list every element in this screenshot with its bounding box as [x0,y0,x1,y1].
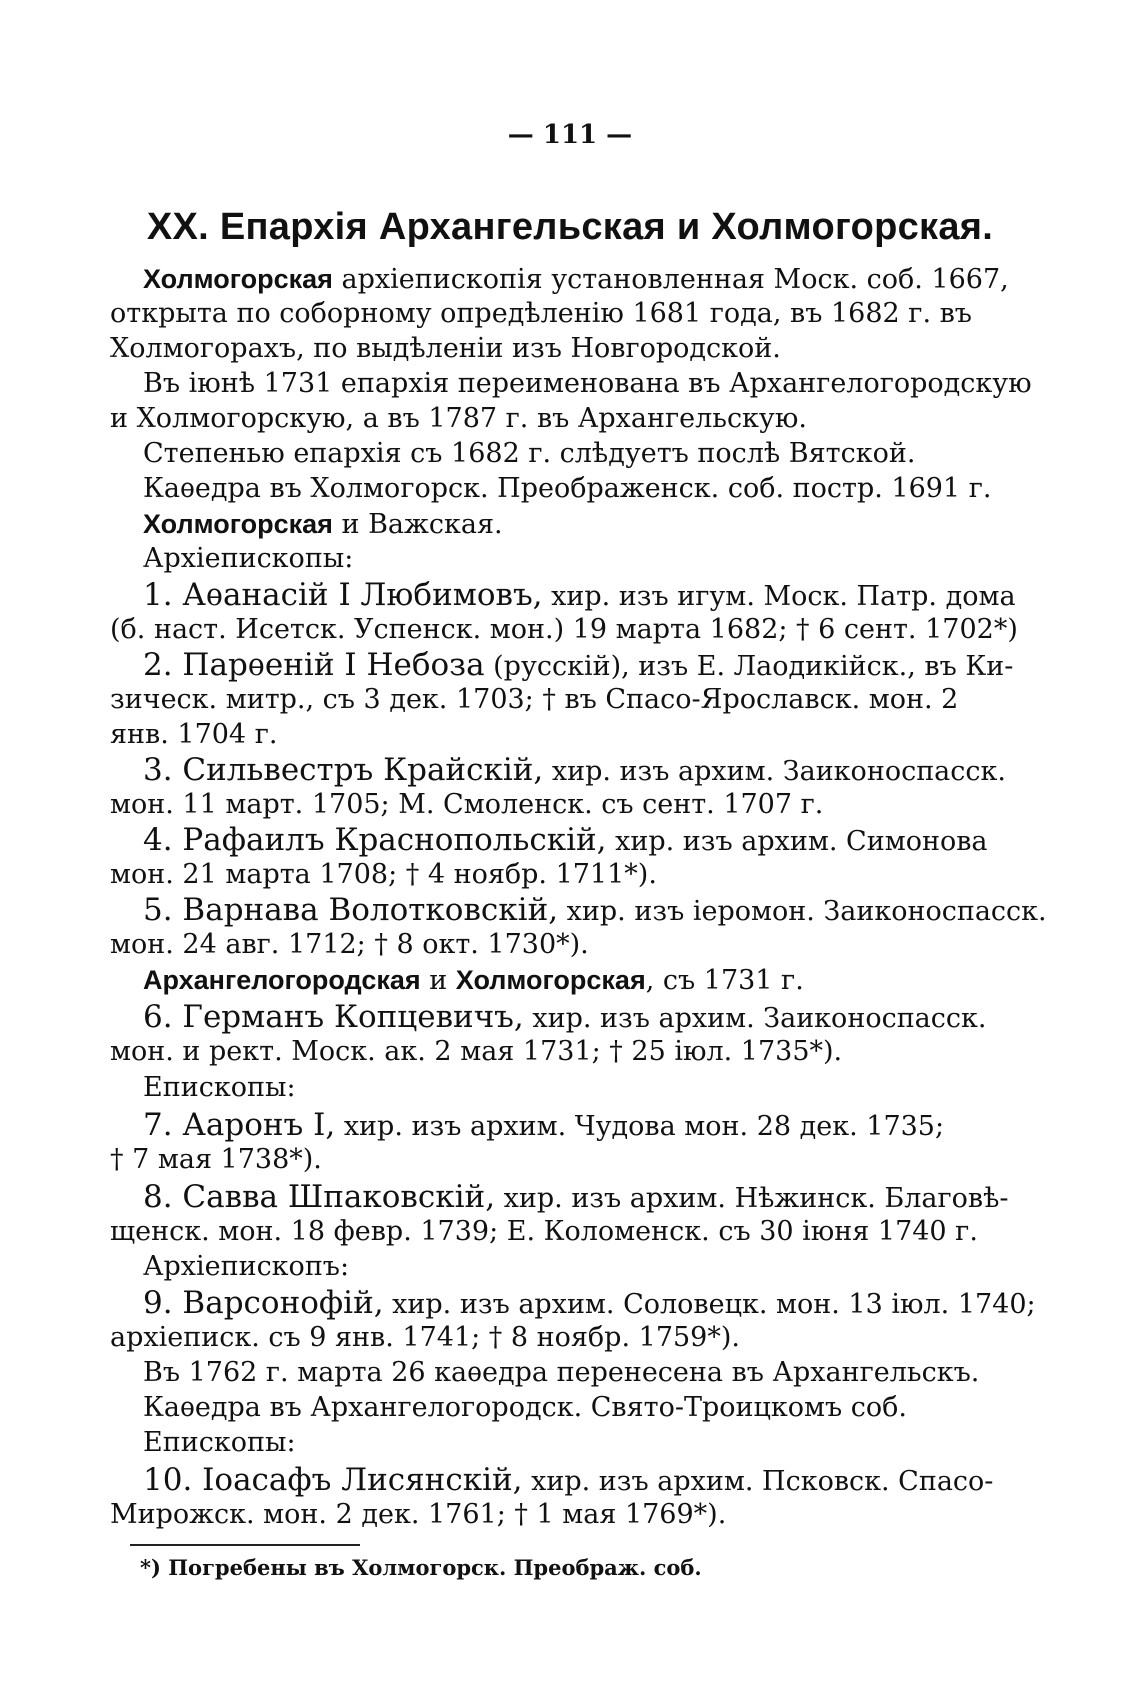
rank-archbishop: Архіепископъ: [143,1251,350,1282]
footnote-rule [130,1544,360,1546]
entry-text: хир. изъ архим. Соловецк. мон. 13 іюл. 1740; [383,1289,1036,1320]
entry-2-cont: янв. 1704 г. [110,719,278,750]
section-heading-text: и Важская. [332,509,503,540]
section-heading-bold: Холмогорская [455,965,646,995]
entry-7-cont: † 7 мая 1738*). [110,1144,322,1175]
entry-text: хир. изъ іеромон. Заиконоспасск. [558,896,1047,927]
entry-3-cont: мон. 11 март. 1705; М. Смоленск. съ сент. 1707 г. [110,789,824,820]
entry-text: хир. изъ архим. Нѣжинск. Благовѣ- [495,1183,1009,1214]
entry-9 [143,1286,1036,1322]
entry-text: хир. изъ архим. Заиконоспасск. [543,756,1006,787]
entry-name: 7. Ааронъ I, [143,1107,336,1143]
entry-4 [143,823,988,859]
page-number: — 111 — [507,120,633,150]
entry-text: хир. изъ архим. Чудова мон. 28 дек. 1735; [335,1111,945,1142]
entry-name: 5. Варнава Волотковскій, [143,892,559,928]
entry-name: 1. Аѳанасій I Любимовъ, [143,577,543,613]
entry-6 [143,1000,986,1036]
footnote: *) Погребены въ Холмогорск. Преображ. соб. [140,1555,702,1580]
entry-text: хир. изъ архим. Симонова [606,826,988,857]
entry-5-cont: мон. 24 авг. 1712; † 8 окт. 1730*). [110,929,589,960]
entry-10-cont: Мирожск. мон. 2 дек. 1761; † 1 мая 1769*). [110,1499,727,1530]
entry-text: (русскій), изъ Е. Лаодикійск., въ Ки- [484,651,1014,682]
note-line-1: Въ 1762 г. марта 26 каѳедра перенесена въ Архангельскъ. [143,1357,980,1388]
entry-3 [143,753,1006,789]
section-heading-text: , съ 1731 г. [645,965,804,996]
entry-8-cont: щенск. мон. 18 февр. 1739; Е. Коломенск. съ 30 іюня 1740 г. [110,1216,978,1247]
entry-text: хир. изъ архим. Псковск. Спасо- [522,1466,994,1497]
intro-line-1 [143,262,1009,297]
entry-1 [143,578,1016,614]
entry-name: 10. Іоасафъ Лисянскій, [143,1462,523,1498]
intro-line-3: Холмогорахъ, по выдѣленіи изъ Новгородской. [110,333,781,364]
intro-line-4: Въ іюнѣ 1731 епархія переименована въ Архангелогородскую [143,368,1032,399]
entry-2 [143,648,1013,684]
entry-8 [143,1180,1008,1216]
entry-name: 2. Парѳеній I Небоза [143,647,485,683]
section-heading-2 [143,963,804,998]
intro-line-5: и Холмогорскую, а въ 1787 г. въ Архангельскую. [110,403,807,434]
intro-line-6: Степенью епархія съ 1682 г. слѣдуетъ послѣ Вятской. [143,438,916,469]
intro-text: архіепископія установленная Моск. соб. 1667, [332,264,1009,295]
entry-10 [143,1463,993,1499]
entry-7 [143,1108,944,1144]
chapter-title: XX. Епархія Архангельская и Холмогорская. [146,206,994,248]
entry-6-cont: мон. и рект. Моск. ак. 2 мая 1731; † 25 іюл. 1735*). [110,1036,843,1067]
entry-name: 9. Варсонофій, [143,1285,384,1321]
entry-name: 4. Рафаилъ Краснопольскій, [143,822,607,858]
entry-text: хир. изъ архим. Заиконоспасск. [523,1003,987,1034]
entry-2-cont: зическ. митр., съ 3 дек. 1703; † въ Спасо-Ярославск. мон. 2 [110,684,959,715]
intro-line-2: открыта по соборному опредѣленію 1681 года, въ 1682 г. въ [110,298,972,329]
rank-archbishops: Архіепископы: [143,543,354,574]
section-heading-bold: Архангелогородская [143,965,421,995]
intro-heading-bold: Холмогорская [143,264,333,294]
entry-5 [143,893,1047,929]
rank-bishops-2: Епископы: [143,1427,296,1458]
note-line-2: Каѳедра въ Архангелогородск. Свято-Троицкомъ соб. [143,1392,907,1423]
entry-4-cont: мон. 21 марта 1708; † 4 ноябр. 1711*). [110,859,657,890]
rank-bishops: Епископы: [143,1072,296,1103]
intro-line-7: Каѳедра въ Холмогорск. Преображенск. соб. постр. 1691 г. [143,473,992,504]
section-heading-bold: Холмогорская [143,509,333,539]
entry-1-cont: (б. наст. Исетск. Успенск. мон.) 19 марта 1682; † 6 сент. 1702*) [110,614,1018,645]
entry-9-cont: архіеписк. съ 9 янв. 1741; † 8 ноябр. 1759*). [110,1322,740,1353]
entry-text: хир. изъ игум. Моск. Патр. дома [542,581,1016,612]
entry-name: 3. Сильвестръ Крайскій, [143,752,544,788]
entry-name: 6. Германъ Копцевичъ, [143,999,524,1035]
section-heading-text: и [420,965,456,996]
section-heading-1 [143,507,503,542]
entry-name: 8. Савва Шпаковскій, [143,1179,496,1215]
